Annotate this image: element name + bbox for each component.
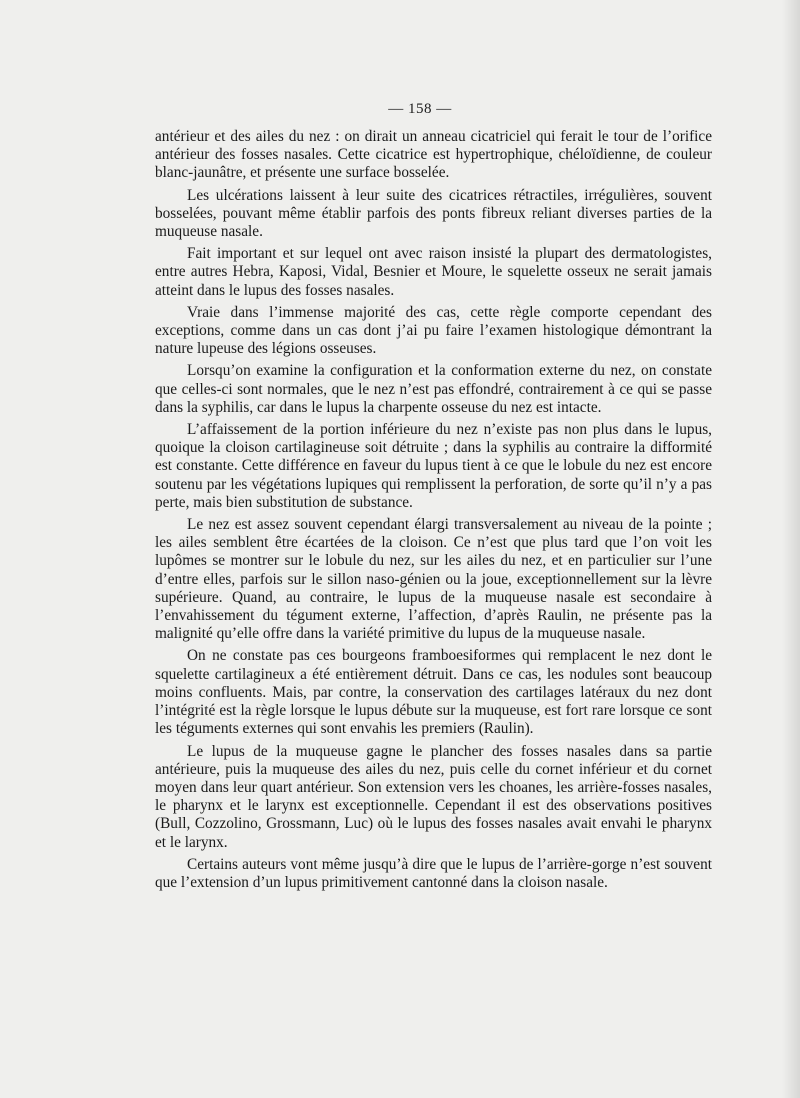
paragraph: Les ulcérations laissent à leur suite des cicatrices rétractiles, irrégulières, souvent bosselées, pouvant même établir parfois des ponts fibreux reliant diverses parties de la muqueuse nasale. xyxy=(155,186,712,241)
body-text xyxy=(155,128,712,896)
page-number: — 158 — xyxy=(388,101,452,117)
paragraph: Fait important et sur lequel ont avec raison insisté la plupart des dermatologistes, entre autres Hebra, Kaposi, Vidal, Besnier et Moure, le squelette osseux ne serait jamais atteint dans le lupus des fosses nasales. xyxy=(155,245,712,299)
paragraph: Vraie dans l’immense majorité des cas, cette règle comporte cependant des exceptions, comme dans un cas dont j’ai pu faire l’examen histologique démontrant la nature lupeuse des légions osseuses. xyxy=(155,303,712,358)
paragraph: On ne constate pas ces bourgeons framboesiformes qui remplacent le nez dont le squelette cartilagineux a été entièrement détruit. Dans ce cas, les nodules sont beaucoup moins confluents. Mais, par contre, la conservation des cartilages latéraux du nez dont l’intégrité est la règle lorsque le lupus débute sur la muqueuse, est fort rare lorsque ce sont les téguments externes qui sont envahis les premiers (Raulin). xyxy=(155,647,712,738)
paragraph: Lorsqu’on examine la configuration et la conformation externe du nez, on constate que celles-ci sont normales, que le nez n’est pas effondré, contrairement à ce qui se passe dans la syphilis, car dans le lupus la charpente osseuse du nez est intacte. xyxy=(155,362,712,416)
paragraph: antérieur et des ailes du nez : on dirait un anneau cicatriciel qui ferait le tour de l’orifice antérieur des fosses nasales. Cette cicatrice est hypertrophique, chéloïdienne, de couleur blanc-jaunâtre, et présente une surface bosselée. xyxy=(155,128,712,182)
page-edge-shadow xyxy=(782,0,800,1098)
paragraph: Certains auteurs vont même jusqu’à dire que le lupus de l’arrière-gorge n’est souvent que l’extension d’un lupus primitivement cantonné dans la cloison nasale. xyxy=(155,855,712,891)
paragraph: Le lupus de la muqueuse gagne le plancher des fosses nasales dans sa partie antérieure, puis la muqueuse des ailes du nez, puis celle du cornet inférieur et du cornet moyen dans leur quart antérieur. Son extension vers les choanes, les arrière-fosses nasales, le pharynx et le larynx est exceptionnelle. Cependant il est des observations positives (Bull, Cozzolino, Grossmann, Luc) où le lupus des fosses nasales avait envahi le pharynx et le larynx. xyxy=(155,742,712,851)
paragraph: Le nez est assez souvent cependant élargi transversalement au niveau de la pointe ; les ailes semblent être écartées de la cloison. Ce n’est que plus tard que l’on voit les lupômes se montrer sur le lobule du nez, sur les ailes du nez, et en particulier sur l’une d’entre elles, parfois sur le sillon naso-génien ou la joue, exceptionnellement sur la lèvre supérieure. Quand, au contraire, le lupus de la muqueuse nasale est secondaire à l’envahissement du tégument externe, l’affection, d’après Raulin, ne présente pas la malignité qu’elle offre dans la variété primitive du lupus de la muqueuse nasale. xyxy=(155,516,712,643)
paragraph: L’affaissement de la portion inférieure du nez n’existe pas non plus dans le lupus, quoique la cloison cartilagineuse soit détruite ; dans la syphilis au contraire la difformité est constante. Cette différence en faveur du lupus tient à ce que le lobule du nez est encore soutenu par les végétations lupiques qui remplissent la perforation, de sorte qu’il n’y a pas perte, mais bien substitution de substance. xyxy=(155,421,712,511)
